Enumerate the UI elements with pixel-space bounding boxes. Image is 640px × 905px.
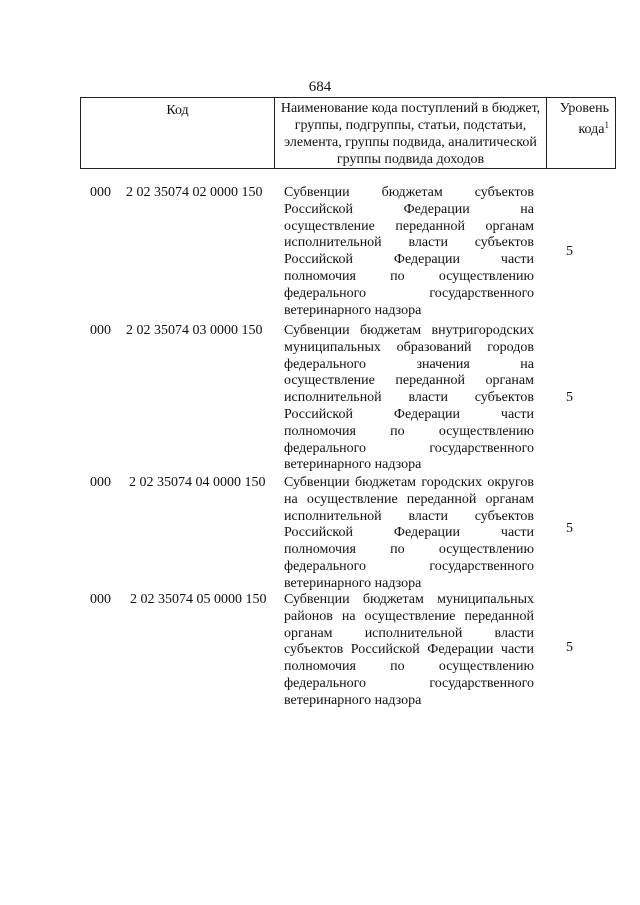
admin-code: 000 — [90, 592, 111, 607]
table-header — [80, 97, 616, 169]
header-name: Наименование кода поступлений в бюджет, группы, подгруппы, статьи, подстатьи, элемента, группы подвида, аналитической группы подвида доходов — [275, 98, 547, 169]
table-row — [0, 592, 640, 712]
revenue-code: 2 02 35074 04 0000 150 — [129, 475, 266, 490]
header-level-label: Уровень кода — [559, 101, 609, 137]
code-level: 5 — [566, 521, 573, 536]
table-row — [0, 475, 640, 592]
revenue-name: Субвенции бюджетам субъектов Российской Федерации на осуществление переданной органам исполнительной власти субъектов Российской Федерации части полномочия по осуществлению федерального государственного ветеринарного надзора — [284, 185, 534, 318]
table-row — [0, 323, 640, 475]
code-level: 5 — [566, 640, 573, 655]
header-code: Код — [81, 98, 275, 169]
table-body — [0, 185, 640, 712]
revenue-code: 2 02 35074 05 0000 150 — [130, 592, 267, 607]
admin-code: 000 — [90, 475, 111, 490]
admin-code: 000 — [90, 185, 111, 200]
code-level: 5 — [566, 244, 573, 259]
revenue-name: Субвенции бюджетам внутригородских муниципальных образований городов федерального значения на осуществление переданной органам исполнительной власти субъектов Российской Федерации части полномочия по осуществлению федерального государственного ветеринарного надзора — [284, 323, 534, 473]
code-level: 5 — [566, 390, 573, 405]
revenue-code: 2 02 35074 02 0000 150 — [126, 185, 263, 200]
revenue-name: Субвенции бюджетам муниципальных районов на осуществление переданной органам исполнительной власти субъектов Российской Федерации части полномочия по осуществлению федерального государственного ветеринарного надзора — [284, 592, 534, 708]
header-level-footnote: 1 — [604, 120, 609, 130]
table-row — [0, 185, 640, 323]
revenue-code: 2 02 35074 03 0000 150 — [126, 323, 263, 338]
revenue-name: Субвенции бюджетам городских округов на осуществление переданной органам исполнительной власти субъектов Российской Федерации части полномочия по осуществлению федерального государственного ветеринарного надзора — [284, 475, 534, 591]
header-level — [547, 98, 616, 169]
admin-code: 000 — [90, 323, 111, 338]
page-number: 684 — [308, 79, 332, 95]
